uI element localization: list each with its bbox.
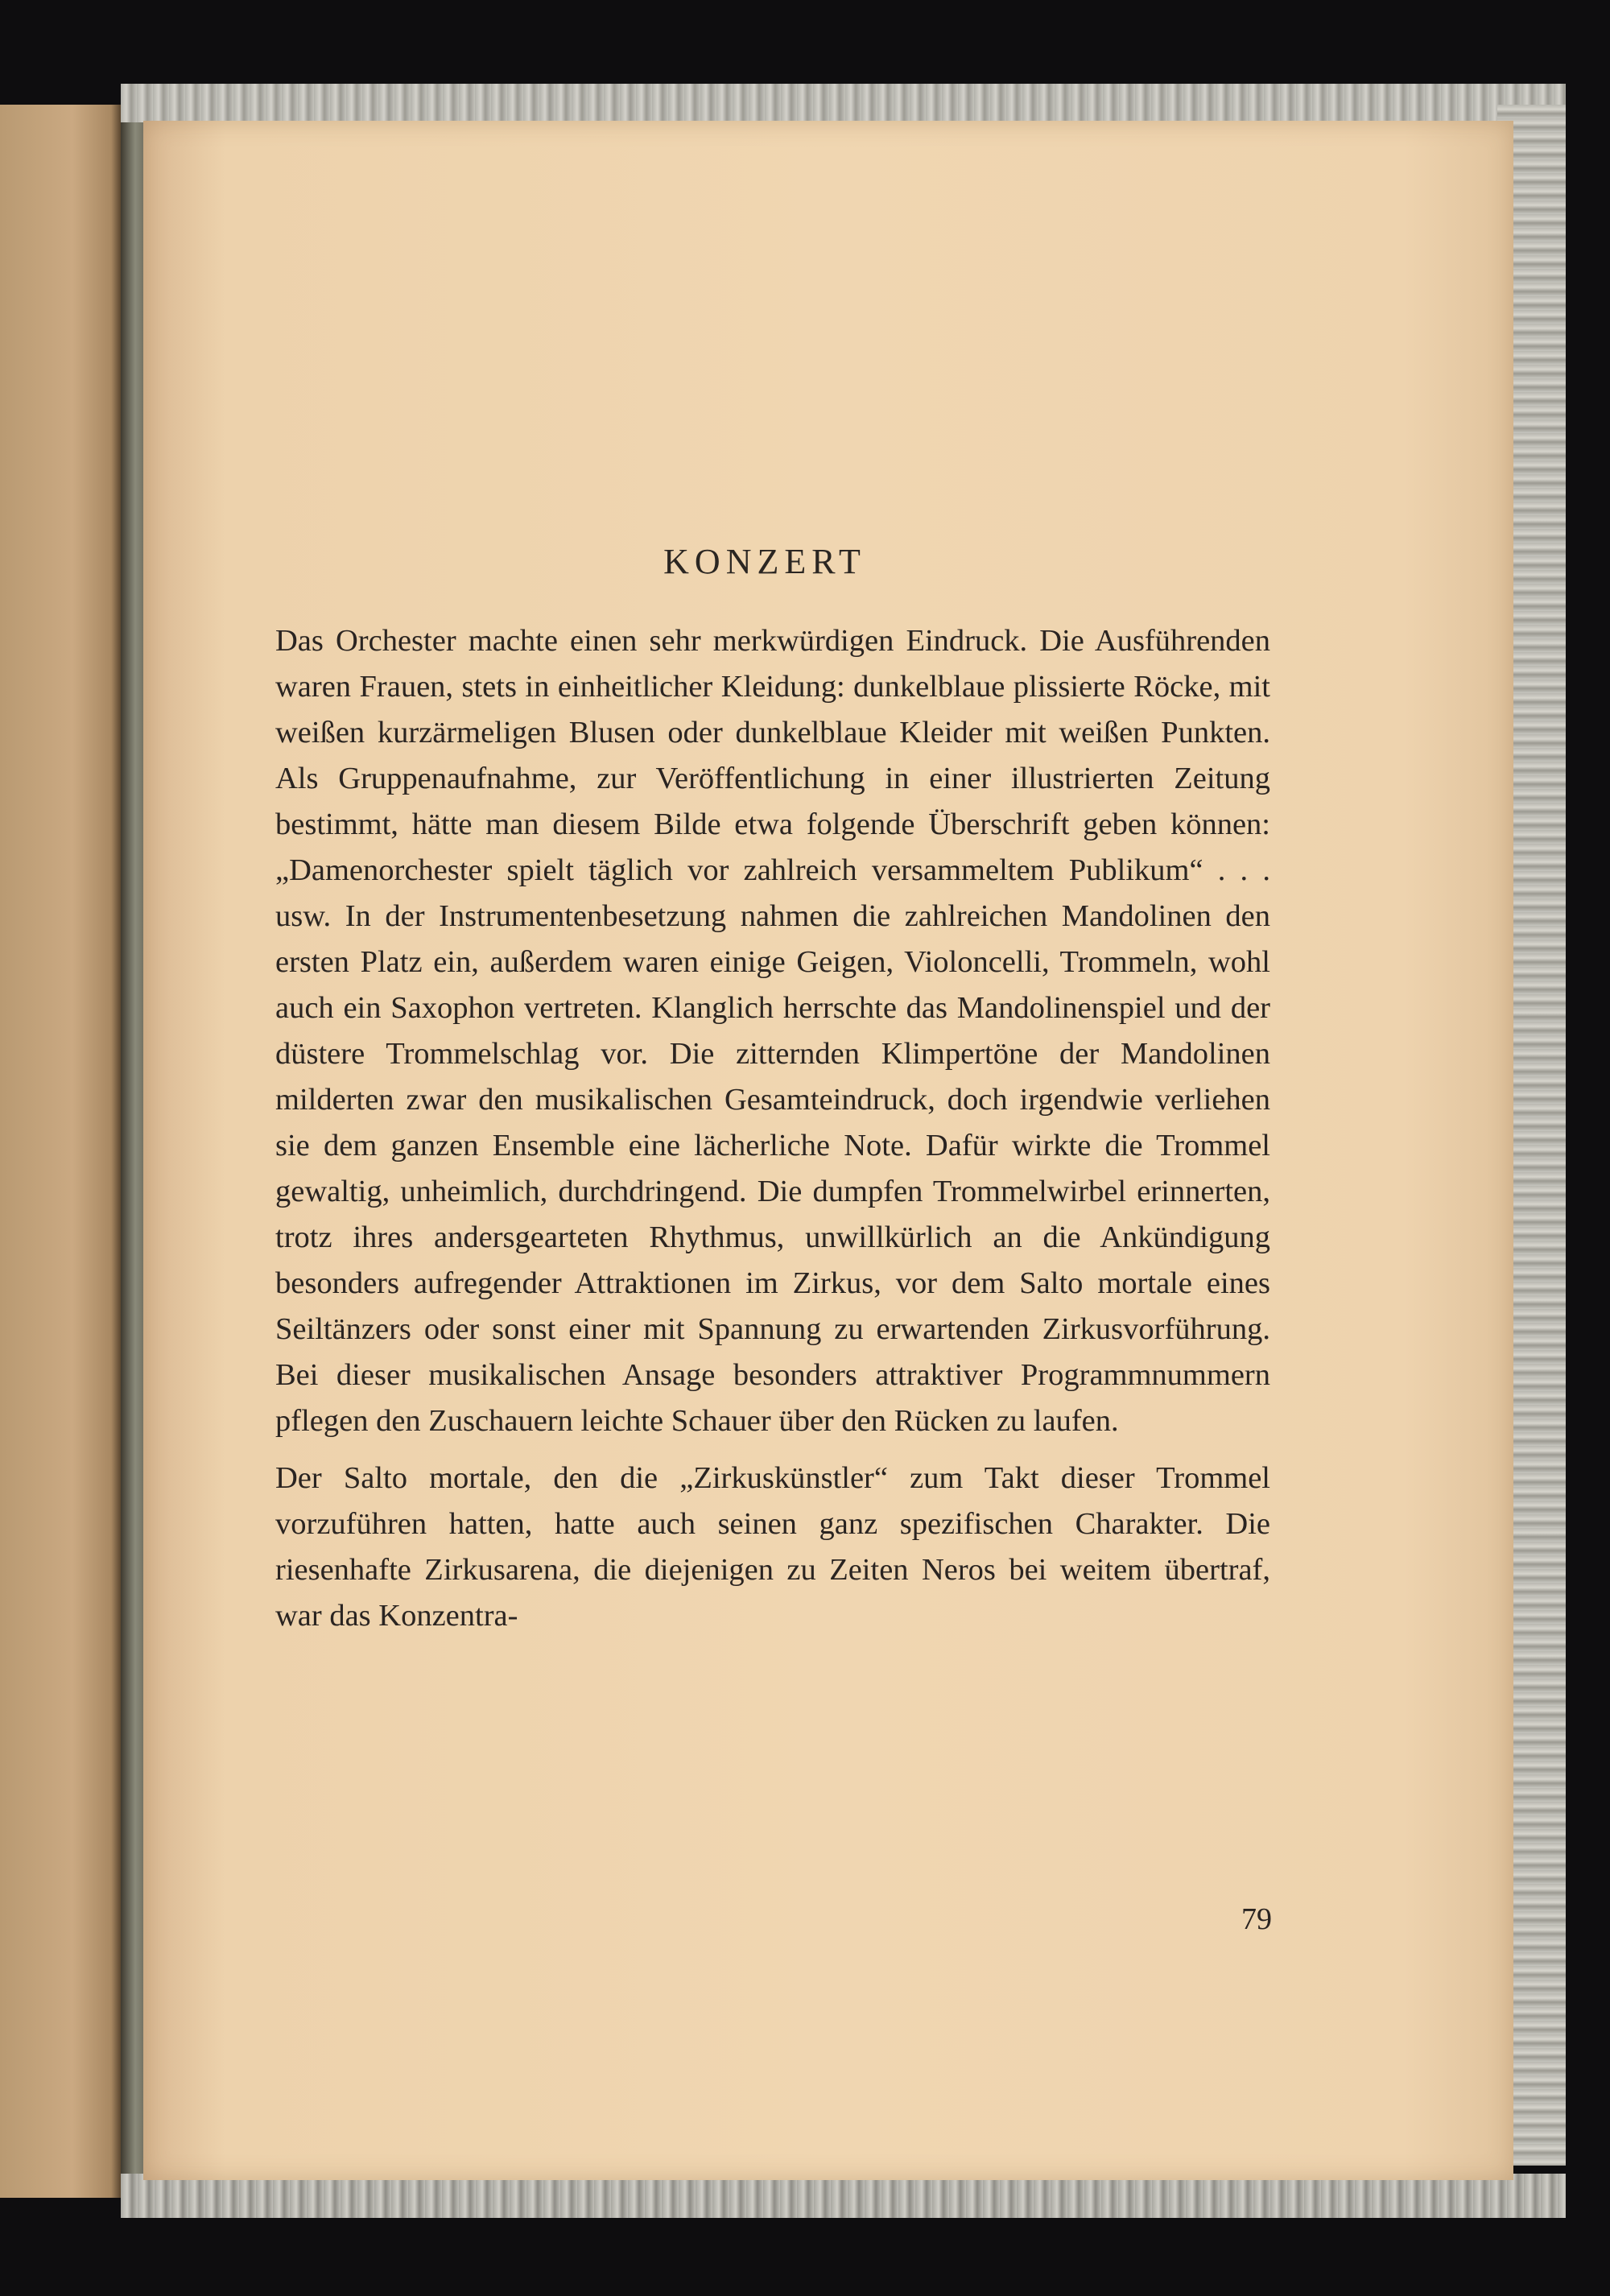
body-text bbox=[275, 618, 1270, 1639]
chapter-title: KONZERT bbox=[663, 542, 866, 581]
paragraph: Das Orchester machte einen sehr merkwürdigen Eindruck. Die Ausführenden waren Frauen, stets in einheitlicher Kleidung: dunkelblaue plissierte Röcke, mit weißen kurzärmeligen Blusen oder dunkelblaue Kleider mit weißen Punkten. Als Gruppenaufnahme, zur Veröffentlichung in einer illustrierten Zeitung bestimmt, hätte man diesem Bilde etwa folgende Überschrift geben können: „Damenorchester spielt täglich vor zahlreich versammeltem Publikum“ . . . usw. In der Instrumentenbesetzung nahmen die zahlreichen Mandolinen den ersten Platz ein, außerdem waren einige Geigen, Violoncelli, Trommeln, wohl auch ein Saxophon vertreten. Klanglich herrschte das Mandolinenspiel und der düstere Trommelschlag vor. Die zitternden Klimpertöne der Mandolinen milderten zwar den musikalischen Gesamteindruck, doch irgendwie verliehen sie dem ganzen Ensemble eine lächerliche Note. Dafür wirkte die Trommel gewaltig, unheimlich, durchdringend. Die dumpfen Trommelwirbel erinnerten, trotz ihres andersgearteten Rhythmus, unwillkürlich an die Ankündigung besonders aufregender Attraktionen im Zirkus, vor dem Salto mortale eines Seiltänzers oder sonst einer mit Spannung zu erwartenden Zirkusvorführung. Bei dieser musikalischen Ansage besonders attraktiver Programmnummern pflegen den Zuschauern leichte Schauer über den Rücken zu laufen. bbox=[275, 624, 1270, 1438]
cover-board-bottom bbox=[121, 2174, 1566, 2218]
cover-board-top bbox=[121, 84, 1566, 122]
left-page-edge bbox=[0, 105, 121, 2198]
paragraph: Der Salto mortale, den die „Zirkuskünstler“ zum Takt dieser Trommel vorzuführen hatten, hatte auch seinen ganz spezifischen Charakter. Die riesenhafte Zirkusarena, die diejenigen zu Zeiten Neros bei weitem übertraf, war das Konzentra- bbox=[275, 1461, 1270, 1633]
page-number: 79 bbox=[1241, 1902, 1272, 1936]
